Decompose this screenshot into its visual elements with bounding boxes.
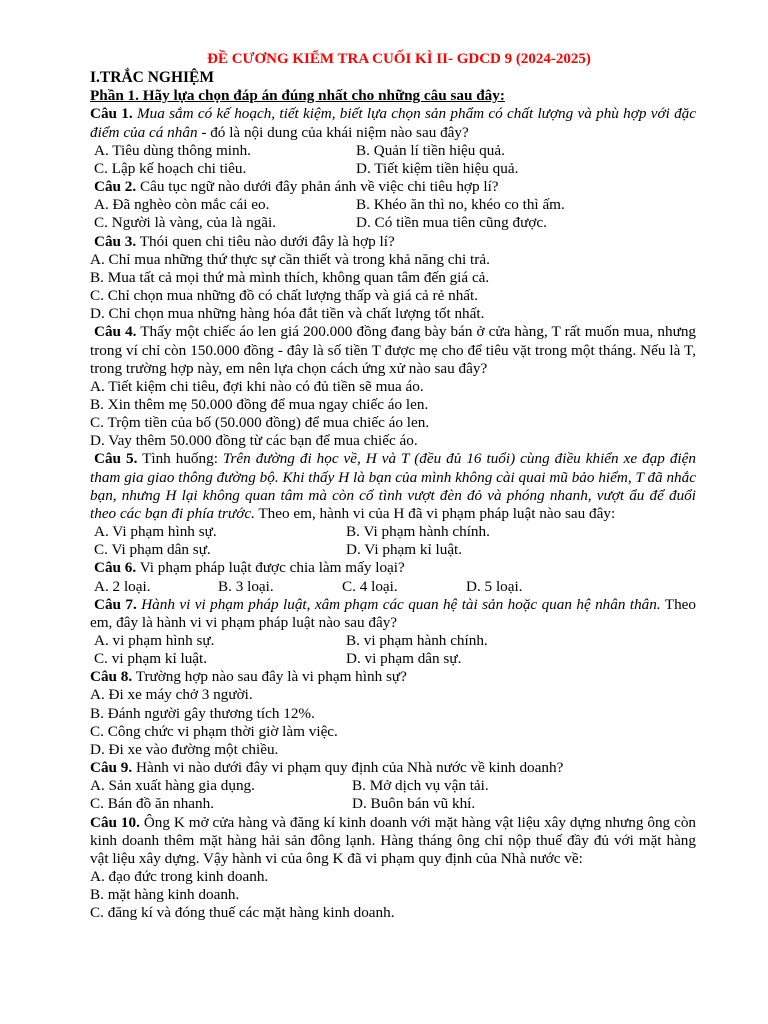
question-2 <box>90 178 696 196</box>
question-text: Vi phạm pháp luật được chia làm mấy loại? <box>136 559 405 577</box>
question-number: Câu 7. <box>94 595 137 613</box>
question-number: Câu 9. <box>90 759 133 777</box>
question-text: Ông K mở cửa hàng và đăng kí kinh doanh với mặt hàng vật liệu xây dựng nhưng ông còn kinh doanh thêm mặt hàng hải sản đông lạnh. Hàng tháng ông chỉ nộp thuế đầy đủ với mặt hàng vật liệu xây dựng. Vậy hành vi của ông K đã vi phạm quy định của Nhà nước về: <box>90 813 697 867</box>
option-c: C. đăng kí và đóng thuế các mặt hàng kinh doanh. <box>90 904 395 922</box>
part-heading: Phần 1. Hãy lựa chọn đáp án đúng nhất cho những câu sau đây: <box>90 87 505 105</box>
option-b: B. Khéo ăn thì no, khéo co thì ấm. <box>356 196 565 214</box>
question-text: Thói quen chi tiêu nào dưới đây là hợp lí? <box>136 232 395 250</box>
option-c: C. Lập kế hoạch chi tiêu. <box>94 159 247 177</box>
option-a: A. vi phạm hình sự. <box>94 632 215 649</box>
question-italic-text: Hành vi vi phạm pháp luật, xâm phạm các quan hệ tài sản hoặc quan hệ nhân thân. <box>136 595 661 613</box>
question-text: Theo em, đây là hành vi vi phạm pháp luật nào sau đây? <box>90 595 697 631</box>
options-row <box>90 632 696 650</box>
question-text: Hành vi nào dưới đây vi phạm quy định của Nhà nước về kinh doanh? <box>132 759 564 777</box>
option-b: B. Xin thêm mẹ 50.000 đồng để mua ngay chiếc áo len. <box>90 395 429 413</box>
option-a: A. Đi xe máy chở 3 người. <box>90 686 253 704</box>
option-a: A. Đã nghèo còn mắc cái eo. <box>94 196 270 214</box>
question-5 <box>90 450 696 523</box>
options-row <box>90 541 696 559</box>
option-c: C. vi phạm kỉ luật. <box>94 650 208 668</box>
question-number: Câu 5. <box>94 450 138 468</box>
option-b: B. mặt hàng kinh doanh. <box>90 886 240 904</box>
option-d: D. Vi phạm kỉ luật. <box>346 541 463 559</box>
option-d: D. vi phạm dân sự. <box>346 650 462 668</box>
option-d: D. Tiết kiệm tiền hiệu quả. <box>356 159 519 177</box>
question-number: Câu 4. <box>94 323 137 341</box>
question-number: Câu 2. <box>94 178 137 196</box>
options-row <box>90 196 696 214</box>
options-row <box>90 142 696 160</box>
question-text: Trường hợp nào sau đây là vi phạm hình sự? <box>132 668 407 686</box>
question-8 <box>90 668 696 686</box>
option-b: B. Quản lí tiền hiệu quả. <box>356 141 505 159</box>
option-c: C. Chỉ chọn mua những đồ có chất lượng thấp và giá cả rẻ nhất. <box>90 287 479 305</box>
question-number: Câu 1. <box>90 105 133 123</box>
question-10 <box>90 814 696 868</box>
option-d: D. 5 loại. <box>466 577 523 595</box>
options-row <box>90 795 696 813</box>
question-1 <box>90 105 696 141</box>
options-row <box>90 777 696 795</box>
option-c: C. Trộm tiền của bố (50.000 đồng) để mua chiếc áo len. <box>90 414 430 432</box>
question-number: Câu 3. <box>94 232 137 250</box>
option-c: C. Vi phạm dân sự. <box>94 541 211 559</box>
option-a: A. Chỉ mua những thứ thực sự cần thiết và trong khả năng chi trả. <box>90 250 490 268</box>
question-italic-text: Mua sắm có kế hoạch, tiết kiệm, biết lựa chọn sản phẩm có chất lượng và phù hợp với đặc điểm của cá nhân <box>90 105 697 141</box>
section-heading: I.TRẮC NGHIỆM <box>90 69 215 87</box>
question-text: Theo em, hành vi của H đã vi phạm pháp luật nào sau đây: <box>254 504 616 522</box>
option-b: B. vi phạm hành chính. <box>346 632 488 649</box>
option-d: D. Vay thêm 50.000 đồng từ các bạn để mua chiếc áo. <box>90 432 418 450</box>
option-c: C. 4 loại. <box>342 577 398 595</box>
question-9 <box>90 759 696 777</box>
option-b: B. Mở dịch vụ vận tải. <box>352 777 489 795</box>
option-d: D. Có tiền mua tiên cũng được. <box>356 214 547 232</box>
question-italic-text: Trên đường đi học về, H và T (đều đủ 16 tuổi) cùng điều khiển xe đạp điện tham gia giao thông đường bộ. Khi thấy H là bạn của mình không cài quai mũ bảo hiểm, T đã nhắc bạn, nhưng H lại không quan tâm mà còn cố tình vượt đèn đỏ và phóng nhanh, vượt ẩu để đuổi theo các bạn đi phía trước. <box>90 450 696 522</box>
options-row <box>90 214 696 232</box>
option-c: C. Người là vàng, của là ngãi. <box>94 214 277 232</box>
options-row <box>90 523 696 541</box>
question-text: Câu tục ngữ nào dưới đây phản ánh về việc chi tiêu hợp lí? <box>136 178 499 196</box>
options-row <box>90 650 696 668</box>
options-row <box>90 578 696 596</box>
option-a: A. Tiết kiệm chi tiêu, đợi khi nào có đủ tiền sẽ mua áo. <box>90 377 424 395</box>
question-number: Câu 6. <box>94 559 137 577</box>
option-a: A. Tiêu dùng thông minh. <box>94 141 251 159</box>
question-3 <box>90 233 696 251</box>
question-label: Tình huống: <box>137 450 218 468</box>
option-c: C. Công chức vi phạm thời giờ làm việc. <box>90 722 338 740</box>
option-a: A. Sản xuất hàng gia dụng. <box>90 777 255 795</box>
option-b: B. 3 loại. <box>218 577 274 595</box>
question-6 <box>90 559 696 577</box>
options-row <box>90 160 696 178</box>
question-text: - đó là nội dung của khái niệm nào sau đây? <box>197 123 469 141</box>
question-4 <box>90 323 696 377</box>
option-c: C. Bán đồ ăn nhanh. <box>90 795 215 813</box>
document-title: ĐỀ CƯƠNG KIỂM TRA CUỐI KÌ II- GDCD 9 (2024-2025) <box>207 51 591 67</box>
question-number: Câu 8. <box>90 668 133 686</box>
option-a: A. đạo đức trong kinh doanh. <box>90 868 269 886</box>
question-text: Thấy một chiếc áo len giá 200.000 đồng đang bày bán ở cửa hàng, T rất muốn mua, nhưng trong ví chỉ còn 150.000 đồng - đây là số tiền T được mẹ cho để tiêu vặt trong một tháng. Nếu là T, trong trường hợp này, em nên lựa chọn cách ứng xử nào sau đây? <box>90 323 697 377</box>
option-d: D. Đi xe vào đường một chiều. <box>90 740 279 758</box>
question-number: Câu 10. <box>90 813 140 831</box>
question-7 <box>90 596 696 632</box>
option-b: B. Vi phạm hành chính. <box>346 523 490 541</box>
option-b: B. Mua tất cả mọi thứ mà mình thích, không quan tâm đến giá cả. <box>90 268 490 286</box>
option-b: B. Đánh người gây thương tích 12%. <box>90 704 315 722</box>
option-d: D. Chỉ chọn mua những hàng hóa đắt tiền và chất lượng tốt nhất. <box>90 305 485 323</box>
option-a: A. Vi phạm hình sự. <box>94 523 217 541</box>
option-d: D. Buôn bán vũ khí. <box>352 795 476 813</box>
option-a: A. 2 loại. <box>94 577 151 595</box>
